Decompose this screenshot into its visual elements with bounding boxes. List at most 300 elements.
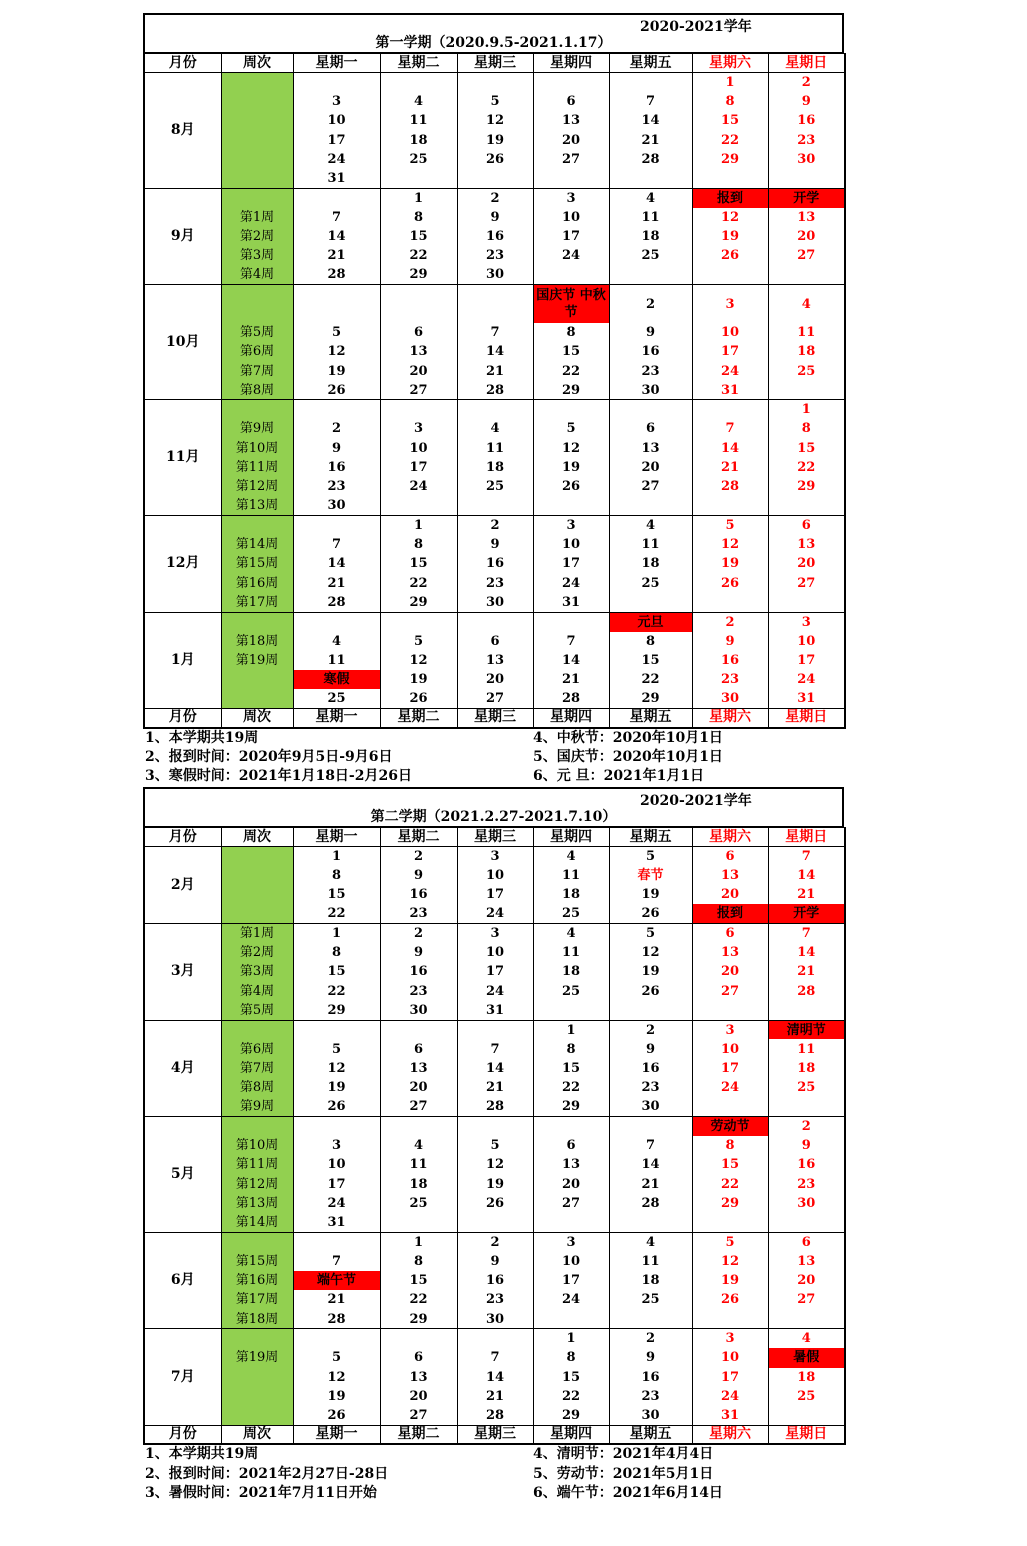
week-number: 第16周 (221, 574, 293, 593)
date-cell: 6 (380, 1348, 457, 1367)
date-cell: 10 (533, 1252, 609, 1271)
date-cell: 31 (457, 1001, 533, 1020)
empty-cell (768, 1001, 845, 1020)
semester-1-title: 第一学期（2020.9.5-2021.1.17） (375, 35, 612, 51)
date-cell: 21 (457, 361, 533, 380)
date-cell: 3 (692, 1020, 768, 1039)
date-cell: 3 (457, 847, 533, 866)
calendar-row (144, 593, 845, 612)
date-cell: 23 (768, 1175, 845, 1194)
date-cell: 11 (533, 943, 609, 962)
week-number: 第18周 (221, 1310, 293, 1329)
empty-cell (380, 1329, 457, 1348)
date-cell: 2 (457, 516, 533, 535)
date-cell: 20 (533, 1175, 609, 1194)
date-cell: 4 (293, 632, 380, 651)
column-header: 周次 (221, 1425, 293, 1444)
empty-cell (293, 1232, 380, 1251)
date-cell: 22 (692, 1175, 768, 1194)
calendar-row (144, 246, 845, 265)
column-header: 星期二 (380, 54, 457, 73)
date-cell: 24 (293, 150, 380, 169)
date-cell: 23 (609, 361, 692, 380)
date-cell: 28 (457, 381, 533, 400)
week-number: 第8周 (221, 381, 293, 400)
date-cell: 24 (768, 670, 845, 689)
column-header: 星期三 (457, 54, 533, 73)
date-cell: 3 (293, 1136, 380, 1155)
week-number: 第3周 (221, 962, 293, 981)
date-cell: 6 (768, 516, 845, 535)
calendar-row (144, 1059, 845, 1078)
date-cell: 9 (609, 1039, 692, 1058)
date-cell: 20 (768, 1271, 845, 1290)
week-number (221, 92, 293, 111)
empty-cell (768, 265, 845, 284)
date-cell: 10 (692, 323, 768, 342)
date-cell: 17 (533, 554, 609, 573)
holiday-cell: 国庆节 中秋节 (533, 285, 609, 323)
calendar-row (144, 1078, 845, 1097)
empty-cell (380, 1213, 457, 1232)
date-cell: 26 (609, 904, 692, 923)
date-cell: 30 (457, 593, 533, 612)
calendar-row (144, 847, 845, 866)
date-cell: 17 (293, 130, 380, 149)
calendar-row (144, 1329, 845, 1348)
calendar-row (144, 1155, 845, 1174)
date-cell: 10 (692, 1039, 768, 1058)
date-cell: 29 (293, 1001, 380, 1020)
date-cell: 30 (609, 1097, 692, 1116)
week-number: 第18周 (221, 632, 293, 651)
calendar-row (144, 342, 845, 361)
date-cell: 11 (380, 1155, 457, 1174)
date-cell: 10 (293, 111, 380, 130)
date-cell: 14 (692, 439, 768, 458)
date-cell: 14 (293, 227, 380, 246)
holiday-cell: 开学 (768, 188, 845, 207)
empty-cell (692, 1001, 768, 1020)
date-cell: 12 (293, 342, 380, 361)
date-cell: 15 (380, 554, 457, 573)
date-cell: 13 (768, 208, 845, 227)
date-cell: 21 (293, 246, 380, 265)
date-cell: 14 (293, 554, 380, 573)
column-header: 星期一 (293, 1425, 380, 1444)
week-number (221, 111, 293, 130)
column-header: 星期五 (609, 54, 692, 73)
date-cell: 20 (609, 458, 692, 477)
calendar-row (144, 130, 845, 149)
week-number: 第4周 (221, 982, 293, 1001)
date-cell: 14 (768, 943, 845, 962)
week-number: 第11周 (221, 458, 293, 477)
date-cell: 8 (380, 208, 457, 227)
calendar-row (144, 477, 845, 496)
date-cell: 9 (380, 943, 457, 962)
date-cell: 20 (692, 962, 768, 981)
date-cell: 2 (768, 1117, 845, 1136)
column-header: 星期四 (533, 709, 609, 728)
date-cell: 11 (609, 535, 692, 554)
notes-left (145, 1445, 388, 1503)
empty-cell (609, 496, 692, 515)
date-cell: 31 (692, 381, 768, 400)
date-cell: 16 (609, 342, 692, 361)
calendar-row (144, 1348, 845, 1367)
date-cell: 19 (457, 130, 533, 149)
date-cell: 22 (293, 904, 380, 923)
date-cell: 22 (533, 1387, 609, 1406)
empty-cell (609, 593, 692, 612)
date-cell: 16 (293, 458, 380, 477)
empty-cell (293, 73, 380, 92)
calendar-row (144, 361, 845, 380)
date-cell: 21 (293, 1290, 380, 1309)
date-cell: 23 (457, 1290, 533, 1309)
calendar-row (144, 1194, 845, 1213)
date-cell: 23 (692, 670, 768, 689)
date-cell: 25 (457, 477, 533, 496)
empty-cell (457, 1020, 533, 1039)
week-number (221, 1329, 293, 1348)
date-cell: 24 (293, 1194, 380, 1213)
date-cell: 21 (457, 1078, 533, 1097)
date-cell: 27 (692, 982, 768, 1001)
empty-cell (692, 1310, 768, 1329)
column-header: 星期日 (768, 828, 845, 847)
empty-cell (692, 1097, 768, 1116)
date-cell: 1 (380, 188, 457, 207)
calendar-row (144, 323, 845, 342)
date-cell: 11 (768, 1039, 845, 1058)
date-cell: 26 (609, 982, 692, 1001)
date-cell: 18 (609, 227, 692, 246)
week-number (221, 150, 293, 169)
date-cell: 6 (609, 419, 692, 438)
semester-1-title-block (143, 13, 844, 53)
date-cell: 7 (293, 535, 380, 554)
date-cell: 2 (380, 924, 457, 943)
date-cell: 15 (692, 1155, 768, 1174)
empty-cell (692, 593, 768, 612)
holiday-label-cell: 春节 (609, 866, 692, 885)
empty-cell (380, 1117, 457, 1136)
week-number (221, 1387, 293, 1406)
date-cell: 23 (380, 904, 457, 923)
date-cell: 21 (768, 962, 845, 981)
date-cell: 5 (293, 323, 380, 342)
empty-cell (609, 1213, 692, 1232)
week-number: 第12周 (221, 1175, 293, 1194)
date-cell: 18 (533, 962, 609, 981)
date-cell: 1 (380, 516, 457, 535)
empty-cell (533, 1310, 609, 1329)
column-header: 星期四 (533, 54, 609, 73)
date-cell: 21 (457, 1387, 533, 1406)
date-cell: 19 (457, 1175, 533, 1194)
empty-cell (293, 516, 380, 535)
date-cell: 14 (609, 1155, 692, 1174)
empty-cell (768, 1097, 845, 1116)
semester-2-title: 第二学期（2021.2.27-2021.7.10） (370, 809, 617, 825)
date-cell: 28 (768, 982, 845, 1001)
empty-cell (609, 73, 692, 92)
date-cell: 8 (293, 943, 380, 962)
column-header: 星期二 (380, 1425, 457, 1444)
date-cell: 22 (692, 130, 768, 149)
date-cell: 16 (768, 1155, 845, 1174)
date-cell: 15 (609, 651, 692, 670)
date-cell: 10 (293, 1155, 380, 1174)
date-cell: 4 (533, 847, 609, 866)
date-cell: 18 (768, 1059, 845, 1078)
date-cell: 11 (609, 1252, 692, 1271)
date-cell: 2 (457, 188, 533, 207)
calendar-row (144, 1001, 845, 1020)
date-cell: 2 (457, 1232, 533, 1251)
header-row (144, 828, 845, 847)
calendar-row (144, 982, 845, 1001)
calendar-row (144, 1136, 845, 1155)
date-cell: 14 (609, 111, 692, 130)
column-header: 星期一 (293, 828, 380, 847)
date-cell: 22 (380, 1290, 457, 1309)
date-cell: 18 (533, 885, 609, 904)
empty-cell (380, 496, 457, 515)
date-cell: 19 (692, 227, 768, 246)
week-number: 第19周 (221, 651, 293, 670)
week-number (221, 73, 293, 92)
date-cell: 24 (457, 982, 533, 1001)
empty-cell (380, 1020, 457, 1039)
date-cell: 13 (533, 1155, 609, 1174)
empty-cell (768, 593, 845, 612)
date-cell: 6 (380, 323, 457, 342)
date-cell: 24 (692, 1078, 768, 1097)
notes-right (533, 729, 723, 787)
date-cell: 8 (380, 535, 457, 554)
note: 6、元 旦：2021年1月1日 (533, 768, 705, 785)
week-number: 第2周 (221, 227, 293, 246)
calendar-row (144, 1252, 845, 1271)
date-cell: 20 (768, 227, 845, 246)
date-cell: 17 (457, 962, 533, 981)
month-label: 3月 (144, 924, 221, 1020)
date-cell: 16 (768, 111, 845, 130)
date-cell: 16 (609, 1368, 692, 1387)
week-number (221, 130, 293, 149)
empty-cell (457, 1213, 533, 1232)
calendar-row (144, 265, 845, 284)
holiday-cell: 寒假 (293, 670, 380, 689)
date-cell: 14 (768, 866, 845, 885)
date-cell: 23 (457, 574, 533, 593)
week-number (221, 516, 293, 535)
calendar-row (144, 419, 845, 438)
week-number (221, 904, 293, 923)
empty-cell (380, 400, 457, 419)
date-cell: 16 (457, 1271, 533, 1290)
empty-cell (293, 1329, 380, 1348)
date-cell: 18 (380, 130, 457, 149)
empty-cell (609, 169, 692, 188)
week-number: 第9周 (221, 419, 293, 438)
empty-cell (609, 400, 692, 419)
month-label: 1月 (144, 612, 221, 708)
date-cell: 11 (380, 111, 457, 130)
empty-cell (533, 1213, 609, 1232)
notes-left (145, 729, 412, 787)
week-number (221, 1368, 293, 1387)
date-cell: 2 (768, 73, 845, 92)
date-cell: 23 (457, 246, 533, 265)
date-cell: 28 (293, 265, 380, 284)
empty-cell (533, 1117, 609, 1136)
week-number (221, 1117, 293, 1136)
week-number: 第19周 (221, 1348, 293, 1367)
date-cell: 8 (609, 632, 692, 651)
date-cell: 4 (380, 1136, 457, 1155)
column-header: 星期日 (768, 54, 845, 73)
date-cell: 26 (380, 689, 457, 708)
calendar-row (144, 188, 845, 207)
date-cell: 23 (768, 130, 845, 149)
empty-cell (692, 1213, 768, 1232)
empty-cell (768, 1310, 845, 1329)
date-cell: 16 (380, 885, 457, 904)
date-cell: 26 (692, 1290, 768, 1309)
calendar-row (144, 1020, 845, 1039)
header-row (144, 1425, 845, 1444)
date-cell: 16 (457, 554, 533, 573)
date-cell: 15 (692, 111, 768, 130)
empty-cell (533, 1001, 609, 1020)
empty-cell (457, 169, 533, 188)
date-cell: 18 (609, 1271, 692, 1290)
date-cell: 28 (457, 1406, 533, 1425)
date-cell: 22 (293, 982, 380, 1001)
empty-cell (533, 400, 609, 419)
empty-cell (609, 265, 692, 284)
date-cell: 20 (380, 1387, 457, 1406)
column-header: 星期二 (380, 709, 457, 728)
week-number: 第9周 (221, 1097, 293, 1116)
note: 3、暑假时间：2021年7月11日开始 (145, 1485, 377, 1501)
date-cell: 9 (768, 92, 845, 111)
date-cell: 31 (768, 689, 845, 708)
date-cell: 12 (293, 1059, 380, 1078)
date-cell: 30 (457, 1310, 533, 1329)
date-cell: 6 (380, 1039, 457, 1058)
week-number: 第17周 (221, 593, 293, 612)
date-cell: 25 (380, 1194, 457, 1213)
empty-cell (768, 496, 845, 515)
week-number: 第13周 (221, 1194, 293, 1213)
calendar-row (144, 458, 845, 477)
date-cell: 20 (457, 670, 533, 689)
calendar-row (144, 1290, 845, 1309)
calendar-row (144, 1310, 845, 1329)
date-cell: 14 (457, 342, 533, 361)
week-number (221, 866, 293, 885)
date-cell: 25 (533, 904, 609, 923)
calendar-row (144, 227, 845, 246)
date-cell: 25 (609, 1290, 692, 1309)
date-cell: 26 (533, 477, 609, 496)
date-cell: 27 (380, 1097, 457, 1116)
empty-cell (768, 1213, 845, 1232)
date-cell: 13 (692, 866, 768, 885)
date-cell: 12 (692, 208, 768, 227)
date-cell: 27 (609, 477, 692, 496)
date-cell: 18 (380, 1175, 457, 1194)
month-label: 12月 (144, 516, 221, 612)
date-cell: 17 (768, 651, 845, 670)
holiday-cell: 暑假 (768, 1348, 845, 1367)
column-header: 星期六 (692, 1425, 768, 1444)
date-cell: 3 (457, 924, 533, 943)
date-cell: 8 (293, 866, 380, 885)
empty-cell (293, 1117, 380, 1136)
date-cell: 15 (293, 962, 380, 981)
month-label: 2月 (144, 847, 221, 924)
calendar-row (144, 208, 845, 227)
date-cell: 3 (533, 188, 609, 207)
week-number: 第6周 (221, 342, 293, 361)
date-cell: 5 (380, 632, 457, 651)
date-cell: 2 (609, 1329, 692, 1348)
date-cell: 17 (380, 458, 457, 477)
school-year-label: 2020-2021学年 (640, 19, 752, 35)
column-header: 周次 (221, 828, 293, 847)
week-number: 第17周 (221, 1290, 293, 1309)
week-number: 第15周 (221, 1252, 293, 1271)
empty-cell (692, 169, 768, 188)
empty-cell (380, 73, 457, 92)
date-cell: 27 (768, 574, 845, 593)
date-cell: 9 (293, 439, 380, 458)
empty-cell (692, 496, 768, 515)
column-header: 周次 (221, 709, 293, 728)
date-cell: 16 (380, 962, 457, 981)
date-cell: 5 (692, 1232, 768, 1251)
date-cell: 16 (692, 651, 768, 670)
calendar-row (144, 885, 845, 904)
date-cell: 16 (457, 227, 533, 246)
week-number (221, 285, 293, 323)
date-cell: 11 (293, 651, 380, 670)
date-cell: 5 (457, 92, 533, 111)
date-cell: 13 (533, 111, 609, 130)
date-cell: 27 (457, 689, 533, 708)
date-cell: 13 (768, 535, 845, 554)
month-label: 11月 (144, 400, 221, 516)
week-number: 第11周 (221, 1155, 293, 1174)
empty-cell (293, 188, 380, 207)
date-cell: 9 (457, 208, 533, 227)
date-cell: 24 (457, 904, 533, 923)
calendar-row (144, 1175, 845, 1194)
calendar-row (144, 439, 845, 458)
date-cell: 6 (533, 1136, 609, 1155)
calendar-row (144, 169, 845, 188)
date-cell: 11 (533, 866, 609, 885)
date-cell: 12 (692, 1252, 768, 1271)
date-cell: 8 (533, 1039, 609, 1058)
date-cell: 27 (380, 1406, 457, 1425)
